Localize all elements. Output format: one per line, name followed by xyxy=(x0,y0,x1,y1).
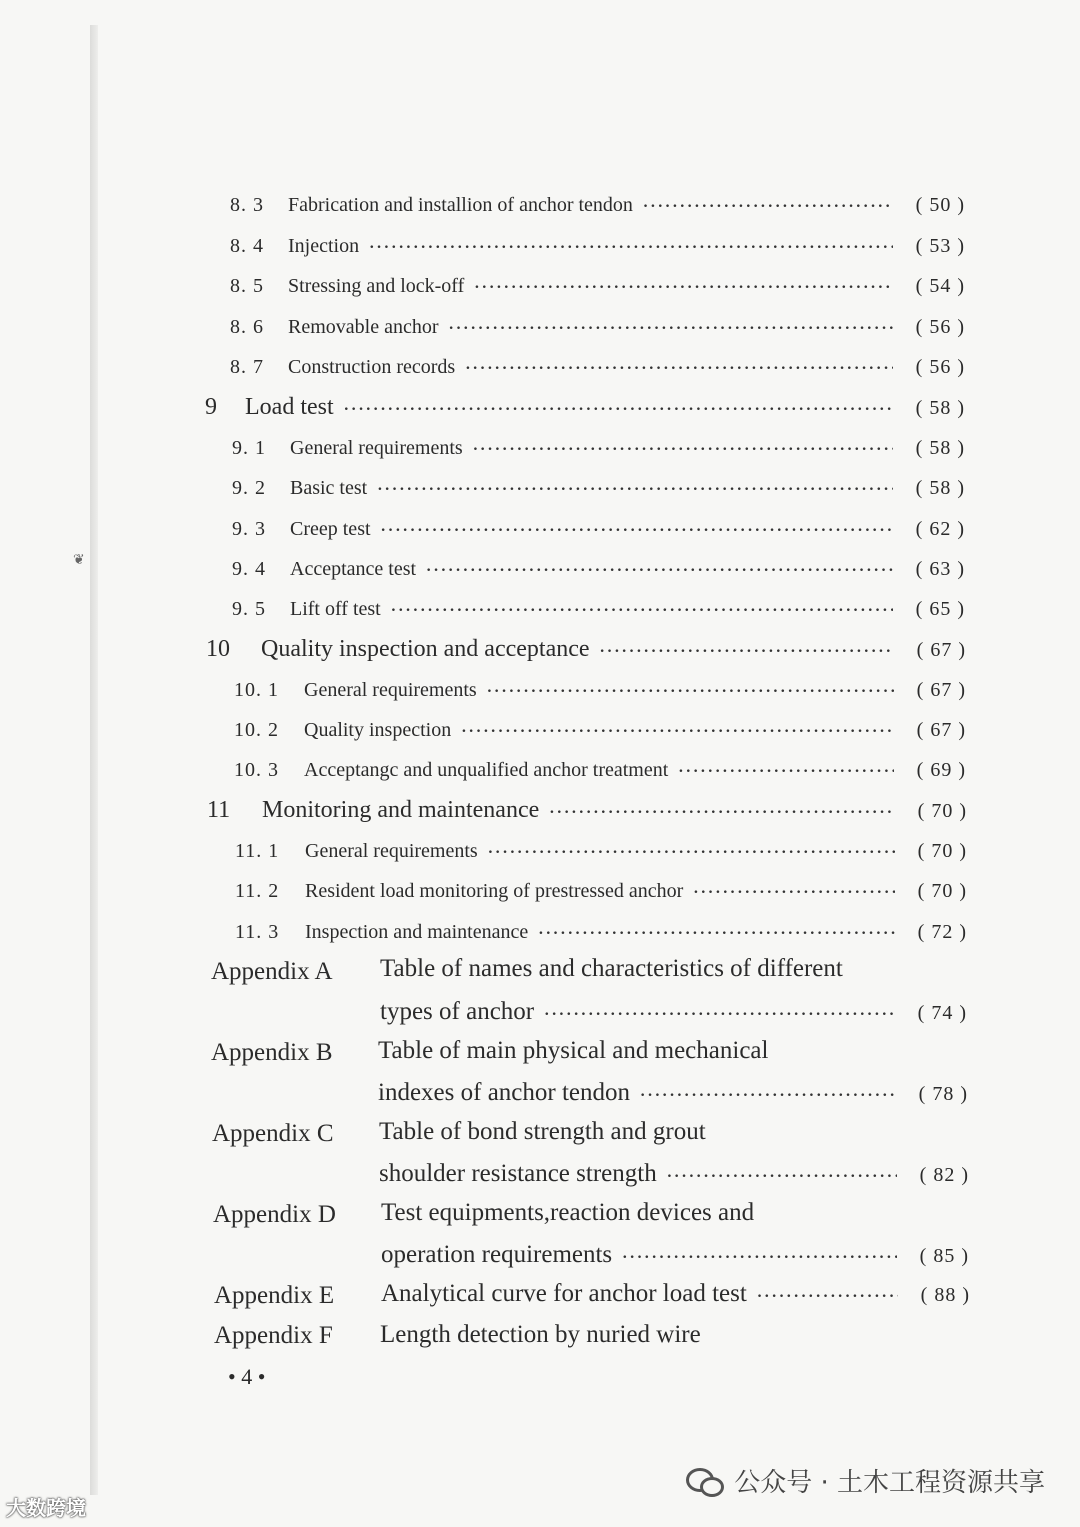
leader-dots xyxy=(693,884,895,902)
page-number: ( 70 ) xyxy=(917,800,967,822)
page-number: ( 58 ) xyxy=(915,477,965,499)
section-number: 9. 2 xyxy=(232,477,266,499)
section-title: Creep test xyxy=(290,518,371,540)
watermark-text: 大数跨境 xyxy=(6,1496,86,1520)
wechat-icon xyxy=(686,1466,724,1496)
appendix-b-title-line1 xyxy=(378,1037,768,1065)
section-title: Inspection and maintenance xyxy=(305,921,529,943)
toc-entry[interactable] xyxy=(235,840,967,863)
appendix-title-text: Table of bond strength and grout xyxy=(379,1118,706,1145)
page-number: ( 85 ) xyxy=(919,1245,969,1267)
leader-dots xyxy=(391,602,893,620)
page-number: ( 58 ) xyxy=(915,437,965,459)
page-number: ( 82 ) xyxy=(919,1164,969,1186)
section-number: 11. 2 xyxy=(235,880,280,902)
section-title: Removable anchor xyxy=(288,316,439,338)
section-title: General requirements xyxy=(290,437,463,459)
page-number: ( 88 ) xyxy=(920,1284,970,1306)
appendix-d-label[interactable]: Appendix D xyxy=(213,1201,336,1228)
section-number: 9. 3 xyxy=(232,518,266,540)
appendix-d-title-line1 xyxy=(381,1199,754,1227)
appendix-title-text: Table of names and characteristics of different xyxy=(380,955,843,982)
section-title: Basic test xyxy=(290,477,368,499)
page-number: ( 70 ) xyxy=(917,880,967,902)
toc-entry[interactable] xyxy=(234,719,966,742)
leader-dots xyxy=(465,360,893,378)
section-number: 9. 5 xyxy=(232,598,266,620)
appendix-e-label[interactable]: Appendix E xyxy=(214,1282,335,1309)
section-number: 8. 6 xyxy=(230,316,264,338)
section-title: Acceptangc and unqualified anchor treatment xyxy=(304,759,669,781)
leader-dots xyxy=(757,1288,898,1306)
appendix-c-label[interactable]: Appendix C xyxy=(212,1120,334,1147)
toc-entry[interactable] xyxy=(230,316,965,339)
chapter-title: Quality inspection and acceptance xyxy=(261,636,590,662)
appendix-title-text: indexes of anchor tendon xyxy=(378,1079,631,1106)
section-title: Stressing and lock-off xyxy=(288,275,465,297)
toc-entry[interactable] xyxy=(232,437,965,460)
appendix-e-title-line1[interactable] xyxy=(381,1280,970,1308)
toc-chapter[interactable] xyxy=(206,636,966,663)
leader-dots xyxy=(643,198,893,216)
page-number: ( 50 ) xyxy=(915,194,965,216)
leader-dots xyxy=(473,441,893,459)
leader-dots xyxy=(344,401,893,419)
section-number: 8. 5 xyxy=(230,275,264,297)
section-number: 10. 1 xyxy=(234,679,279,701)
toc-chapter[interactable] xyxy=(205,394,965,421)
section-number: 9. 4 xyxy=(232,558,266,580)
leader-dots xyxy=(474,279,893,297)
appendix-a-label[interactable]: Appendix A xyxy=(211,958,333,985)
appendix-b-title-line2[interactable] xyxy=(378,1079,968,1107)
page-number: ( 69 ) xyxy=(916,759,966,781)
section-number: 9. 1 xyxy=(232,437,266,459)
page-number: ( 70 ) xyxy=(917,840,967,862)
section-number: 8. 7 xyxy=(230,356,264,378)
page-number: ( 67 ) xyxy=(916,719,966,741)
section-title: Construction records xyxy=(288,356,456,378)
section-number: 8. 4 xyxy=(230,235,264,257)
leader-dots xyxy=(678,763,894,781)
page-number: ( 67 ) xyxy=(916,679,966,701)
chapter-number: 9 xyxy=(205,394,217,420)
toc-entry[interactable] xyxy=(235,880,967,903)
toc-entry[interactable] xyxy=(232,477,965,500)
chapter-title: Load test xyxy=(245,394,334,420)
section-title: Fabrication and installion of anchor tendon xyxy=(288,194,633,216)
page-number: ( 74 ) xyxy=(917,1002,967,1024)
toc-chapter[interactable] xyxy=(207,797,967,824)
section-title: Lift off test xyxy=(290,598,381,620)
section-title: Quality inspection xyxy=(304,719,452,741)
appendix-b-label[interactable]: Appendix B xyxy=(211,1039,333,1066)
section-number: 11. 3 xyxy=(235,921,280,943)
section-title: General requirements xyxy=(305,840,478,862)
appendix-title-text: types of anchor xyxy=(380,998,535,1025)
leader-dots xyxy=(487,683,894,701)
leader-dots xyxy=(667,1168,897,1186)
footer-account xyxy=(686,1462,1045,1499)
section-number: 11. 1 xyxy=(235,840,280,862)
leader-dots xyxy=(381,522,893,540)
scan-mark: ❦ xyxy=(73,552,85,568)
appendix-title-text: shoulder resistance strength xyxy=(379,1160,657,1187)
chapter-number: 11 xyxy=(207,797,231,823)
leader-dots xyxy=(377,481,893,499)
leader-dots xyxy=(600,643,894,661)
leader-dots xyxy=(461,723,894,741)
leader-dots xyxy=(488,844,895,862)
page-folio: • 4 • xyxy=(228,1364,266,1389)
page-number: ( 56 ) xyxy=(915,356,965,378)
page-number: ( 67 ) xyxy=(916,639,966,661)
toc-entry[interactable] xyxy=(230,275,965,298)
appendix-a-title-line1 xyxy=(380,955,843,983)
chapter-number: 10 xyxy=(206,636,230,662)
section-number: 8. 3 xyxy=(230,194,264,216)
leader-dots xyxy=(426,562,893,580)
section-number: 10. 2 xyxy=(234,719,279,741)
toc-entry[interactable] xyxy=(232,518,965,541)
toc-entry[interactable] xyxy=(230,356,965,379)
appendix-f-title-line1 xyxy=(380,1321,701,1349)
leader-dots xyxy=(369,239,893,257)
leader-dots xyxy=(544,1006,895,1024)
toc-entry[interactable] xyxy=(234,759,966,782)
page-number: ( 56 ) xyxy=(915,316,965,338)
page-number: ( 78 ) xyxy=(918,1083,968,1105)
toc-entry[interactable] xyxy=(230,235,965,258)
page-number: ( 65 ) xyxy=(915,598,965,620)
appendix-title-text: Test equipments,reaction devices and xyxy=(381,1199,755,1226)
footer-text: 公众号 · 土木工程资源共享 xyxy=(734,1468,1045,1498)
toc-entry[interactable] xyxy=(230,194,965,217)
page-number: ( 72 ) xyxy=(917,921,967,943)
appendix-f-label[interactable]: Appendix F xyxy=(214,1322,333,1349)
page-number: ( 54 ) xyxy=(915,275,965,297)
leader-dots xyxy=(538,925,895,943)
appendix-title-text: Table of main physical and mechanical xyxy=(378,1037,769,1064)
section-title: Injection xyxy=(288,235,360,257)
page-number: ( 58 ) xyxy=(915,397,965,419)
section-title: Acceptance test xyxy=(290,558,417,580)
appendix-c-title-line2[interactable] xyxy=(379,1160,969,1188)
page-number: ( 62 ) xyxy=(915,518,965,540)
appendix-title-text: operation requirements xyxy=(381,1241,613,1268)
page-number: ( 63 ) xyxy=(915,558,965,580)
appendix-title-text: Length detection by nuried wire xyxy=(380,1321,701,1348)
appendix-title-text: Analytical curve for anchor load test xyxy=(381,1280,747,1307)
appendix-d-title-line2[interactable] xyxy=(381,1241,969,1269)
leader-dots xyxy=(449,320,894,338)
section-title: Resident load monitoring of prestressed anchor xyxy=(305,880,684,902)
chapter-title: Monitoring and maintenance xyxy=(262,797,540,823)
toc-entry[interactable] xyxy=(235,921,967,944)
leader-dots xyxy=(549,804,895,822)
leader-dots xyxy=(640,1087,896,1105)
page-number: ( 53 ) xyxy=(915,235,965,257)
toc-entry[interactable] xyxy=(232,558,965,581)
appendix-c-title-line1 xyxy=(379,1118,706,1146)
toc-entry[interactable] xyxy=(234,679,966,702)
toc-entry[interactable] xyxy=(232,598,965,621)
section-number: 10. 3 xyxy=(234,759,279,781)
leader-dots xyxy=(622,1249,897,1267)
section-title: General requirements xyxy=(304,679,477,701)
appendix-a-title-line2[interactable] xyxy=(380,998,967,1026)
